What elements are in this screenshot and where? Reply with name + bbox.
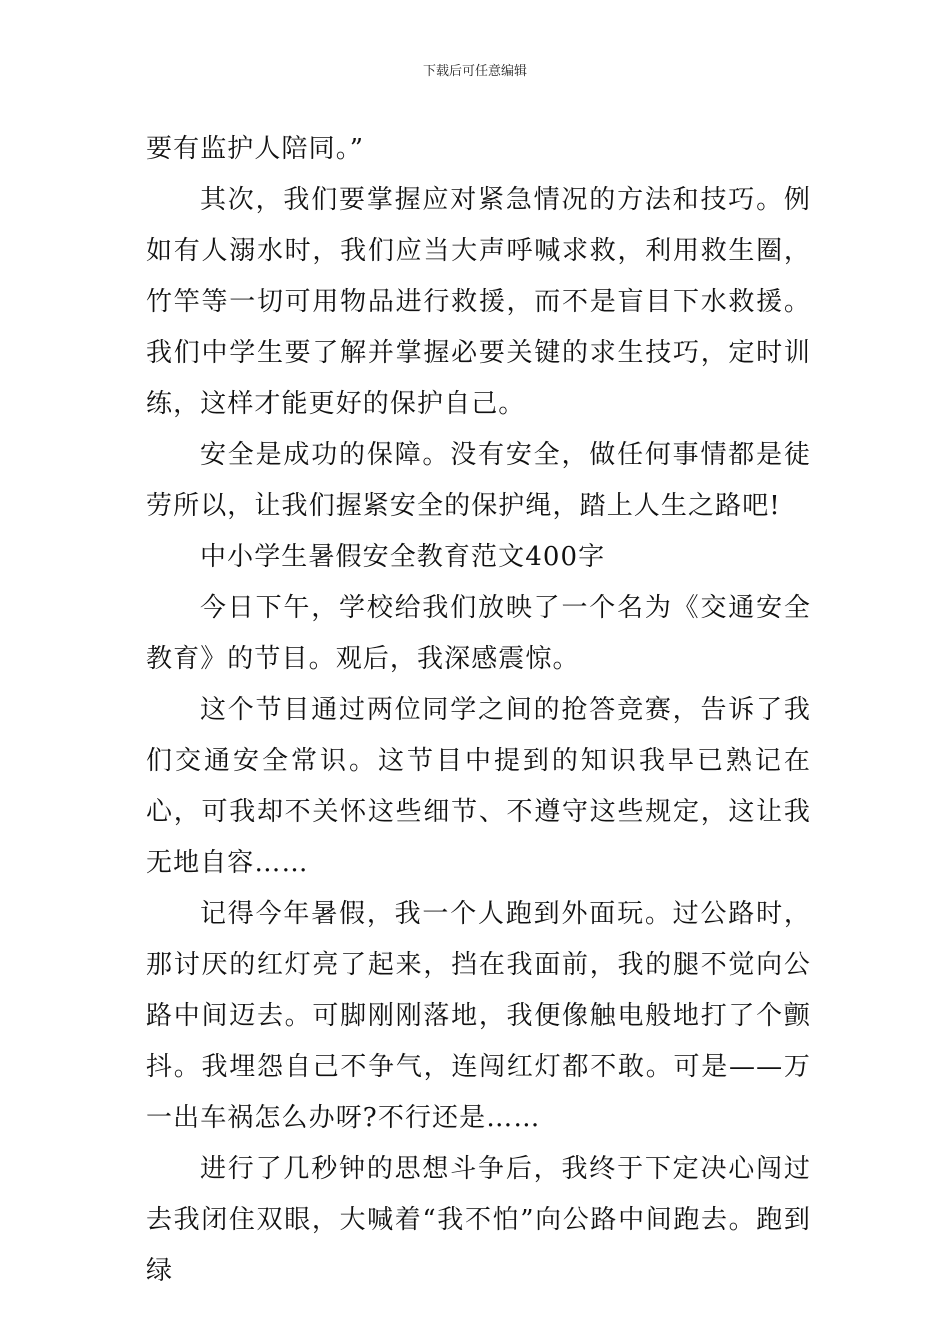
page-header: 下载后可任意编辑 <box>422 64 527 79</box>
paragraph-2: 其次，我们要掌握应对紧急情况的方法和技巧。例如有人溺水时，我们应当大声呼喊求救，利用救生圈，竹竿等一切可用物品进行救援，而不是盲目下水救援。我们中学生要了解并掌握必要关键的求生技巧，定时训练，这样才能更好的保护自己。 <box>146 185 811 419</box>
paragraph-1: 要有监护人陪同。” <box>146 134 365 164</box>
paragraph-7: 记得今年暑假，我一个人跑到外面玩。过公路时，那讨厌的红灯亮了起来，挡在我面前，我的腿不觉向公路中间迈去。可脚刚刚落地，我便像触电般地打了个颤抖。我埋怨自己不争气，连闯红灯都不敢。可是——万一出车祸怎么办呀?不行还是…… <box>146 899 811 1133</box>
section-heading: 中小学生暑假安全教育范文400字 <box>200 542 606 572</box>
paragraph-6: 这个节目通过两位同学之间的抢答竞赛，告诉了我们交通安全常识。这节目中提到的知识我早已熟记在心，可我却不关怀这些细节、不遵守这些规定，这让我无地自容…… <box>146 695 811 878</box>
document-body <box>146 124 811 1297</box>
paragraph-3: 安全是成功的保障。没有安全，做任何事情都是徒劳所以，让我们握紧安全的保护绳，踏上人生之路吧! <box>146 440 811 521</box>
paragraph-8: 进行了几秒钟的思想斗争后，我终于下定决心闯过去我闭住双眼，大喊着“我不怕”向公路中间跑去。跑到绿 <box>146 1154 811 1286</box>
paragraph-5: 今日下午，学校给我们放映了一个名为《交通安全教育》的节目。观后，我深感震惊。 <box>146 593 811 674</box>
